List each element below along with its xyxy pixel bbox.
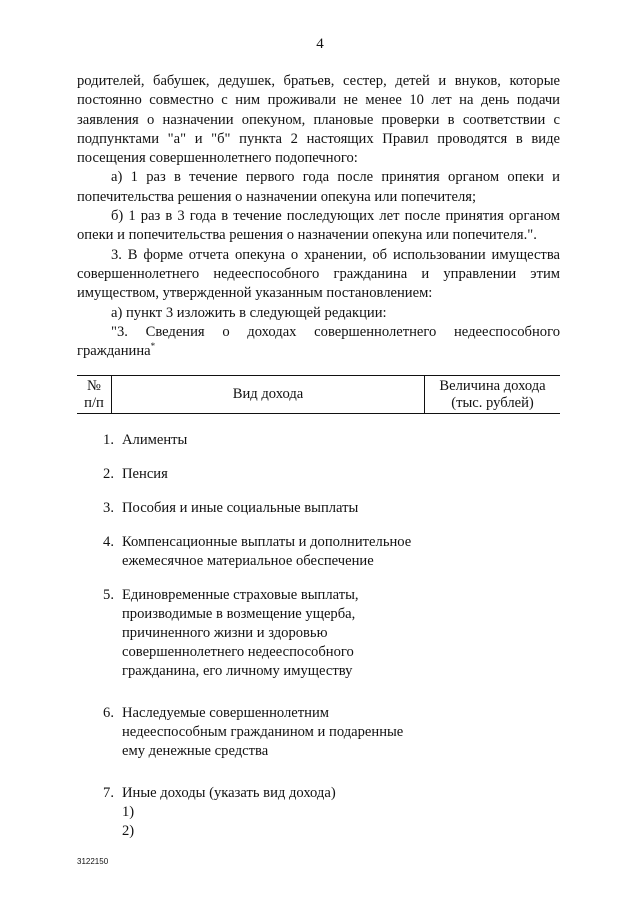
text-line: родителей, бабушек, дедушек, братьев, сестер, детей и внуков, которые [77,73,560,89]
income-item [77,431,560,450]
header-cell-income-type [111,376,424,413]
income-table-header [77,375,560,414]
income-item-line: Наследуемые совершеннолетним [122,705,330,721]
income-item-number: 4. [103,534,114,550]
income-list [77,431,560,841]
document-code: 3122150 [77,857,109,866]
income-item-number: 1. [103,432,114,448]
text-line: совершеннолетнего недееспособного гражданина и управлении этим [77,265,560,282]
text-line: посещения совершеннолетнего подопечного: [77,150,358,167]
income-item [77,784,560,841]
income-item-number: 7. [103,785,114,801]
text-line: постоянно совместно с ним проживали не менее 10 лет на день подачи [77,92,560,109]
income-item-text [118,431,560,450]
income-item-text [118,784,560,841]
income-item-line: гражданина, его личному имуществу [122,663,353,679]
paragraph-continuation [77,72,560,168]
income-item-line: Компенсационные выплаты и дополнительное [122,534,412,550]
header-amount-unit: (тыс. рублей) [451,394,534,411]
text-line: заявления о назначении опекуном, плановые проверки в соответствии с [77,111,560,128]
income-item-line: Алименты [122,432,188,448]
income-item [77,465,560,484]
paragraph-point-3 [77,246,560,304]
income-item [77,499,560,518]
income-item-line: 2) [122,823,135,839]
header-number-abbr: п/п [84,394,104,411]
income-item-text [118,465,560,484]
text-line: гражданина [77,343,151,360]
income-item-line: 1) [122,804,135,820]
income-item-line: недееспособным гражданином и подаренные [122,724,404,740]
income-item-line: ему денежные средства [122,743,269,759]
income-item-line: Иные доходы (указать вид дохода) [122,785,336,801]
income-item-line: производимые в возмещение ущерба, [122,606,356,622]
header-income-type: Вид дохода [232,386,304,402]
income-item-line: причиненного жизни и здоровью [122,625,328,641]
text-line: 3. В форме отчета опекуна о хранении, об использовании имущества [111,246,560,263]
income-item-line: Пенсия [122,466,168,482]
income-item-line: Единовременные страховые выплаты, [122,587,359,603]
income-item [77,586,560,681]
income-item-text [118,533,560,571]
page-number: 4 [316,36,324,52]
text-line: опеки и попечительства решения о назначении опекуна или попечителя.". [77,227,537,244]
text-line: подпунктами "а" и "б" пункта 2 настоящих Правил проводятся в виде [77,130,560,147]
text-line: имуществом, утвержденной указанным постановлением: [77,285,433,302]
income-item [77,533,560,571]
paragraph-edit-instruction [77,304,560,323]
paragraph-section-title [77,323,560,362]
text-line: б) 1 раз в 3 года в течение последующих лет после принятия органом [111,208,560,225]
header-cell-amount [424,376,560,413]
footnote-mark: * [150,341,156,352]
income-item-text [118,499,560,518]
paragraph-subpoint-a [77,168,560,207]
income-item-text [118,704,560,761]
text-line: а) пункт 3 изложить в следующей редакции: [111,304,387,321]
income-item-line: совершеннолетнего недееспособного [122,644,354,660]
text-line: "3. Сведения о доходах совершеннолетнего недееспособного [111,323,560,340]
header-cell-number [77,376,111,413]
income-item-line: ежемесячное материальное обеспечение [122,553,374,569]
header-number-sign: № [87,377,101,394]
income-item [77,704,560,761]
text-line: попечительства решения о назначении опекуна или попечителя; [77,188,477,205]
income-item-number: 5. [103,587,114,603]
income-item-number: 2. [103,466,114,482]
income-item-line: Пособия и иные социальные выплаты [122,500,359,516]
income-item-number: 6. [103,705,114,721]
income-item-number: 3. [103,500,114,516]
income-item-text [118,586,560,681]
header-amount-label: Величина дохода [439,377,546,394]
document-body [77,72,560,361]
paragraph-subpoint-b [77,207,560,246]
text-line: а) 1 раз в течение первого года после принятия органом опеки и [111,169,560,186]
